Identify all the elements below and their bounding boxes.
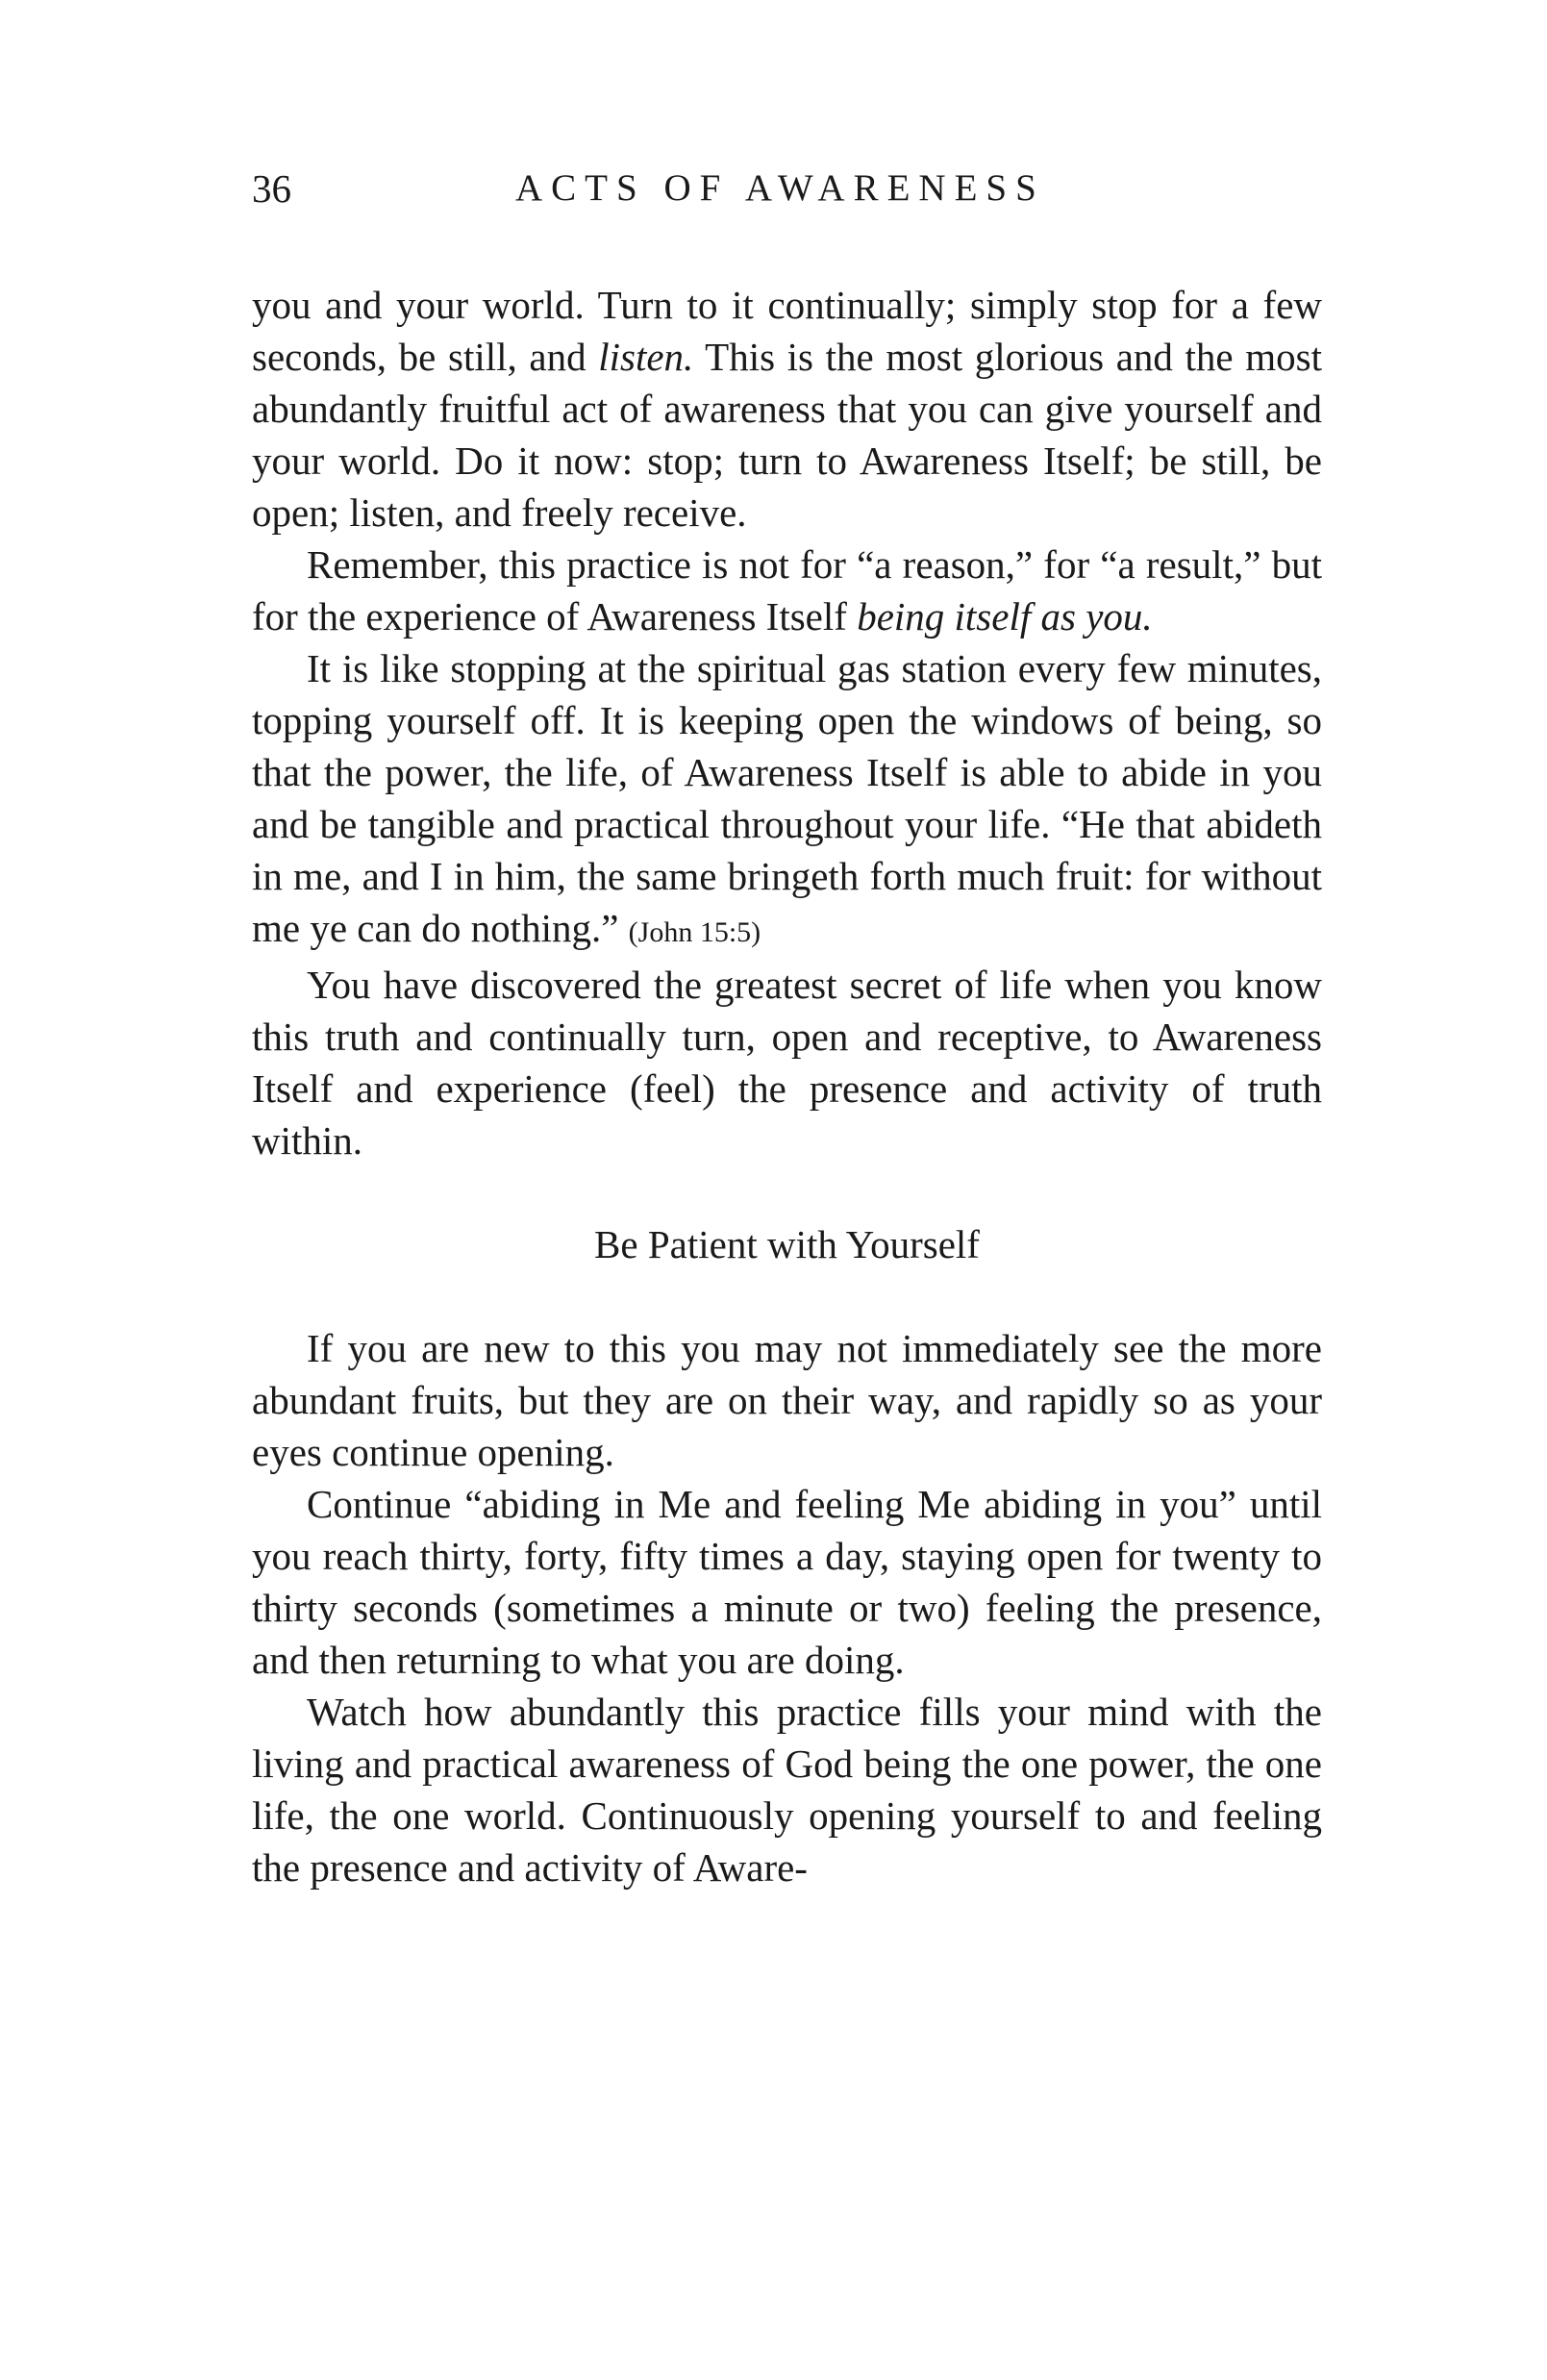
scripture-citation: (John 15:5) [628, 916, 761, 948]
paragraph [252, 539, 1322, 642]
paragraph-text: This is the most glorious and the most abundantly fruitful act of awareness that you can give yourself and your world. Do it now: stop; turn to Awareness Itself; be still, be open; listen, and freely receive. [252, 335, 1322, 535]
paragraph-text: It is like stopping at the spiritual gas station every few minutes, topping yourself off. It is keeping open the windows of being, so that the power, the life, of Awareness Itself is able to abide in you and be tangible and practical throughout your life. “He that abideth in me, and I in him, the same bringeth forth much fruit: for without me ye can do nothing.” [252, 646, 1322, 950]
running-header [252, 160, 1322, 217]
paragraph [252, 279, 1322, 539]
paragraph [252, 959, 1322, 1166]
paragraph-text: If you are new to this you may not immediately see the more abundant fruits, but they are on their way, and rapidly so as your eyes continue opening. [252, 1326, 1322, 1474]
paragraph-text: You have discovered the greatest secret of life when you know this truth and continually turn, open and receptive, to Awareness Itself and experience (feel) the presence and activity of truth within. [252, 963, 1322, 1163]
section-heading: Be Patient with Yourself [594, 1222, 980, 1266]
paragraph-group-main [252, 279, 1322, 1166]
paragraph [252, 1686, 1322, 1893]
book-page [252, 0, 1322, 2380]
paragraph-text: you and your world. Turn to it continually; simply stop for a few seconds, be still, and [252, 283, 1322, 379]
paragraph [252, 1478, 1322, 1686]
emphasis-text: being itself as you. [857, 594, 1153, 639]
page-number: 36 [252, 166, 291, 211]
paragraph [252, 1322, 1322, 1478]
paragraph-text: Continue “abiding in Me and feeling Me abiding in you” until you reach thirty, forty, fifty times a day, staying open for twenty to thirty seconds (sometimes a minute or two) feeling the presence, and then returning to what you are doing. [252, 1482, 1322, 1682]
running-title: ACTS OF AWARENESS [515, 167, 1045, 209]
paragraph-text: Remember, this practice is not for “a reason,” for “a result,” but for the experience of Awareness Itself [252, 542, 1322, 639]
emphasis-text: listen. [598, 335, 694, 379]
body-text [252, 279, 1322, 1893]
paragraph-text: Watch how abundantly this practice fills your mind with the living and practical awareness of God being the one power, the one life, the one world. Continuously opening yourself to and feeling the presence and activity of Aware- [252, 1690, 1322, 1890]
paragraph [252, 642, 1322, 959]
paragraph-group-section [252, 1322, 1322, 1893]
